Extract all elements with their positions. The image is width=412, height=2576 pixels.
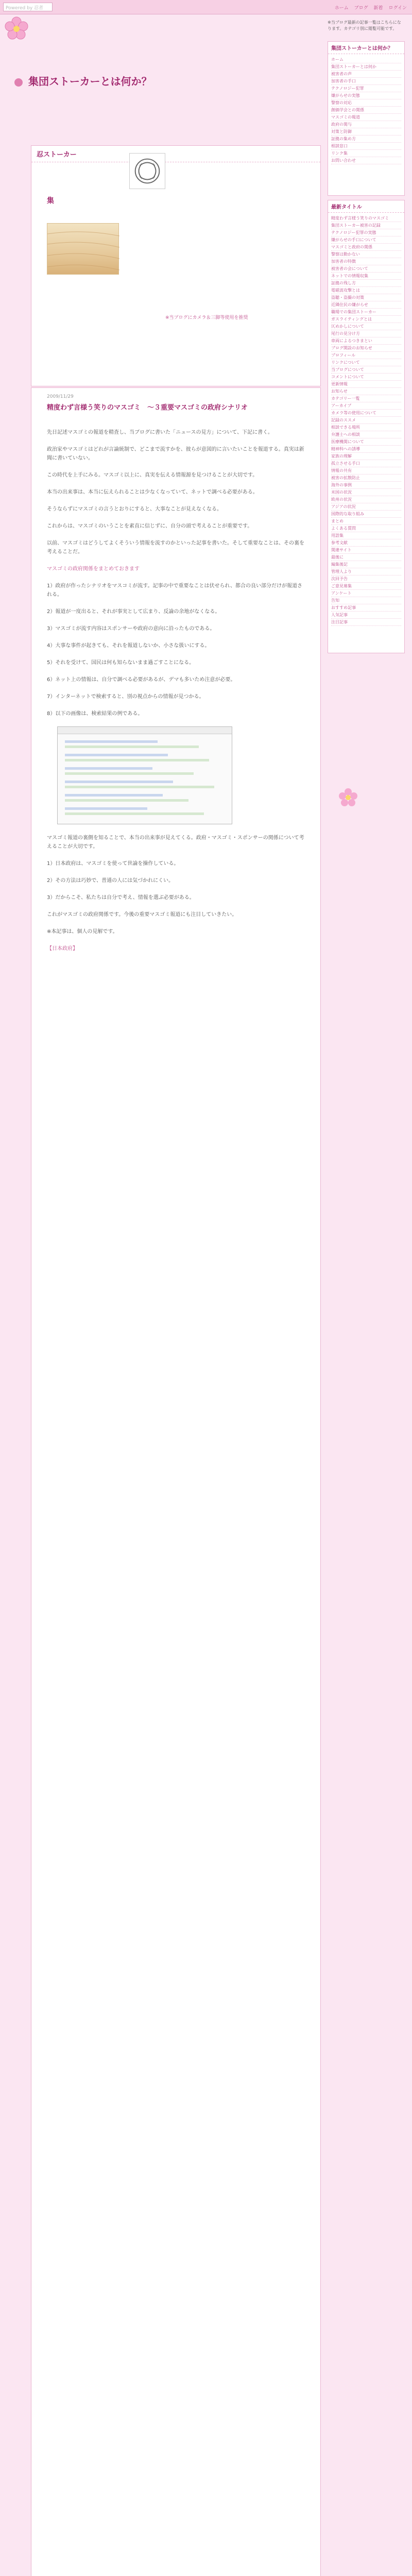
sidebar-recent-item[interactable]: 相談できる場所 <box>331 424 401 431</box>
article-body <box>47 428 304 961</box>
screenshot-line <box>65 740 158 743</box>
sidebar-recent-item[interactable]: 弁護士への相談 <box>331 431 401 438</box>
article-title[interactable]: 精度わず言様う笑りのマスゴミ ～３重要マスゴミの政府シナリオ <box>47 404 248 412</box>
article-paragraph: 3）だからこそ、私たちは自分で考え、情報を選ぶ必要がある。 <box>47 895 195 901</box>
main-column <box>31 101 321 2576</box>
article-paragraph: 2）その方法は巧妙で、普通の人には気づかれにくい。 <box>47 878 174 884</box>
article-paragraph: 3）マスゴミが流す内容はスポンサーや政府の意向に沿ったものである。 <box>47 626 215 632</box>
article-paragraph: 2）報道が一度出ると、それが事実として広まり、反論の余地がなくなる。 <box>47 609 220 615</box>
sidebar-recent-item[interactable]: 記録のススメ <box>331 417 401 424</box>
sidebar-recent-item[interactable]: 情報の共有 <box>331 467 401 474</box>
profile-heading: 忍ストーカー <box>31 146 320 162</box>
sidebar-recent <box>328 200 405 653</box>
site-title[interactable] <box>14 73 152 88</box>
top-link-home[interactable]: ホーム <box>334 6 349 11</box>
sidebar-recent-item[interactable]: 精神科への誘導 <box>331 446 401 453</box>
sidebar-recent-item[interactable]: 加害者の特徴 <box>331 258 401 265</box>
profile-photo <box>47 223 119 275</box>
sidebar-recent-item[interactable]: 海外の事例 <box>331 482 401 489</box>
screenshot-line <box>65 812 204 815</box>
article-paragraph: これがマスゴミの政府関係です。今後の重要マスゴミ報道にも注目していきたい。 <box>47 912 237 918</box>
sidebar-recent-item[interactable]: カテゴリー一覧 <box>331 395 401 402</box>
article-paragraph: 以前、マスゴミはどうしてよくそういう情報を流すのかといった記事を書いた。そして重要なことは、その裏を考えることだ。 <box>47 540 304 555</box>
article-paragraph: 8）以下の画像は、検索結果の例である。 <box>47 711 143 717</box>
sidebar-recent-item[interactable]: 集団ストーカー被害の記録 <box>331 222 401 229</box>
site-title-text: 集団ストーカーとは何か？ <box>28 75 152 88</box>
sidebar-recent-item[interactable]: アジアの状況 <box>331 503 401 511</box>
sidebar-recent-item[interactable]: 盗聴・盗撮の対策 <box>331 294 401 301</box>
sidebar-recent-item[interactable]: 当ブログについて <box>331 366 401 374</box>
sidebar-category-item[interactable]: 嫌がらせの実態 <box>331 92 401 99</box>
sidebar-recent-item[interactable]: カメラ等の使用について <box>331 410 401 417</box>
sidebar-category-item[interactable]: 創価学会との関係 <box>331 107 401 114</box>
screenshot-line <box>65 781 173 783</box>
category-list <box>328 54 404 166</box>
sidebar-recent-item[interactable]: 車両によるつきまとい <box>331 337 401 345</box>
top-search-input[interactable]: Powered by 忍者 <box>3 3 53 11</box>
profile-caption[interactable]: ※当ブログにカメラ＆三脚等使用を推奨 <box>165 315 248 320</box>
sidebar-recent-item[interactable]: 管理人より <box>331 568 401 575</box>
site-title-icon <box>14 78 23 87</box>
sidebar-recent-item[interactable]: 欧州の状況 <box>331 496 401 503</box>
screenshot-line <box>65 767 152 770</box>
sidebar-recent-item[interactable]: 人気記事 <box>331 612 401 619</box>
top-bar <box>0 0 412 14</box>
sidebar-recent-item[interactable]: 尾行の見分け方 <box>331 330 401 337</box>
profile-box <box>31 145 321 386</box>
sidebar-recent-item[interactable]: 電磁波攻撃とは <box>331 287 401 294</box>
top-links <box>331 4 407 11</box>
sidebar-recent-item[interactable]: 用語集 <box>331 532 401 539</box>
screenshot-line <box>65 759 209 761</box>
sidebar-recent-item[interactable]: 家族の理解 <box>331 453 401 460</box>
screenshot-line <box>65 794 163 796</box>
recent-list <box>328 213 404 628</box>
sidebar-category-item[interactable]: 加害者の手口 <box>331 78 401 85</box>
article-paragraph: マスゴミ報道の裏側を知ることで、本当の出来事が見えてくる。政府・マスゴミ・スポンサーの関係について考えることが大切です。 <box>47 835 304 850</box>
sidebar-categories <box>328 41 405 196</box>
screenshot-line <box>65 754 168 756</box>
article-paragraph: 先日記述マスゴミの報道を精査し、当ブログに書いた「ニュースの見方」について、下記に書く。 <box>47 430 273 435</box>
sidebar-recent-item[interactable]: 嫌がらせの手口について <box>331 236 401 244</box>
avatar <box>129 153 165 189</box>
sidebar-recent-item[interactable]: 仄めかしについて <box>331 323 401 330</box>
article-paragraph: 1）政府が作ったシナリオをマスコミが流す。記事の中で重要なことは伏せられ、都合の良い部分だけが報道される。 <box>47 583 303 598</box>
sidebar-category-item[interactable]: 被害者の声 <box>331 71 401 78</box>
sidebar-recent-item[interactable]: お知らせ <box>331 388 401 395</box>
sidebar-recent-item[interactable]: 米国の状況 <box>331 489 401 496</box>
sidebar-category-item[interactable]: 対策と防御 <box>331 128 401 135</box>
screenshot-line <box>65 745 199 748</box>
article-date: 2009/11/29 <box>47 394 74 399</box>
article-paragraph: 6）ネット上の情報は、自分で調べる必要があるが、デマも多いため注意が必要。 <box>47 677 236 683</box>
article-paragraph: ※本記事は、個人の見解です。 <box>47 929 118 935</box>
sidebar-recent-item[interactable]: 参考文献 <box>331 539 401 547</box>
sidebar-category-item[interactable]: 警察の対応 <box>331 99 401 107</box>
article-subheading: マスゴミの政府関係をまとめておきます <box>47 566 140 572</box>
sidebar-recent-item[interactable]: ネットでの情報収集 <box>331 273 401 280</box>
top-link-blog[interactable]: ブログ <box>354 6 368 11</box>
sidebar-recent-item[interactable]: テクノロジー犯罪の実態 <box>331 229 401 236</box>
sidebar-recent-item[interactable]: アンケート <box>331 590 401 597</box>
screenshot-toolbar <box>58 727 232 734</box>
article-paragraph: これからは、マスゴミのいうことを素直に信じずに、自分の頭で考えることが重要です。 <box>47 523 253 529</box>
screenshot-line <box>65 786 214 788</box>
sidebar-category-item[interactable]: マスゴミの報道 <box>331 114 401 121</box>
sidebar <box>328 14 405 2576</box>
sidebar-recent-item[interactable]: 最後に <box>331 554 401 561</box>
sidebar-category-item[interactable]: お問い合わせ <box>331 157 401 164</box>
screenshot-line <box>65 799 188 802</box>
sidebar-recent-item[interactable]: マスゴミと政府の関係 <box>331 244 401 251</box>
sidebar-category-item[interactable]: 集団ストーカーとは何か <box>331 63 401 71</box>
article-paragraph: 本当の出来事は、本当に伝えられることは少なくなっていて、ネットで調べる必要がある。 <box>47 489 258 495</box>
sidebar-category-item[interactable]: 政府の関与 <box>331 121 401 128</box>
search-result-screenshot <box>57 726 232 824</box>
article-box <box>31 387 321 2576</box>
wood-texture-icon <box>47 224 119 275</box>
sidebar-recent-item[interactable]: 職場での集団ストーカー <box>331 309 401 316</box>
sidebar-recent-item[interactable]: 警察は動かない <box>331 251 401 258</box>
sidebar-recent-item[interactable]: 医療機関について <box>331 438 401 446</box>
sidebar-category-item[interactable]: 証拠の集め方 <box>331 135 401 143</box>
sidebar-category-item[interactable]: ホーム <box>331 56 401 63</box>
article-paragraph: 政治家やマスゴミはどれが言論統制で、どこまで流すかを、彼らが意図的に言いたいことを報道する。真実は新聞に書いていない。 <box>47 447 304 461</box>
sidebar-recent-item[interactable]: 近隣住民の嫌がらせ <box>331 301 401 309</box>
sidebar-recent-item[interactable]: 被害の拡散防止 <box>331 474 401 482</box>
sidebar-recent-item[interactable]: アーカイブ <box>331 402 401 410</box>
sidebar-recent-item[interactable]: ブログ開設のお知らせ <box>331 345 401 352</box>
screenshot-line <box>65 807 147 810</box>
article-paragraph: そうならずにマスゴミの言うとおりにすると、大事なことが見えなくなる。 <box>47 506 222 512</box>
sidebar-recent-item[interactable]: よくある質問 <box>331 525 401 532</box>
profile-label: 集 <box>47 197 54 205</box>
sidebar-recent-item[interactable]: 孤立させる手口 <box>331 460 401 467</box>
sidebar-recent-item[interactable]: 証拠の残し方 <box>331 280 401 287</box>
sidebar-recent-item[interactable]: リンクについて <box>331 359 401 366</box>
sidebar-recent-item[interactable]: ガスライティングとは <box>331 316 401 323</box>
sidebar-recent-item[interactable]: 精度わず言様う笑りのマスゴミ <box>331 215 401 222</box>
sidebar-recent-item[interactable]: 編集後記 <box>331 561 401 568</box>
sidebar-recent-item[interactable]: 関連サイト <box>331 547 401 554</box>
sidebar-recent-item[interactable]: コメントについて <box>331 374 401 381</box>
sidebar-categories-heading: 集団ストーカーとは何か？ <box>328 42 404 54</box>
article-paragraph: 5）それを受けて、国民は何も知らないまま過ごすことになる。 <box>47 660 195 666</box>
sidebar-category-item[interactable]: 相談窓口 <box>331 143 401 150</box>
article-paragraph: 4）大事な事件が起きても、それを報道しないか、小さな扱いにする。 <box>47 643 210 649</box>
sidebar-category-item[interactable]: テクノロジー犯罪 <box>331 85 401 92</box>
decorative-flower-icon <box>338 787 358 808</box>
sidebar-recent-item[interactable]: 次回予告 <box>331 575 401 583</box>
sidebar-recent-item[interactable]: プロフィール <box>331 352 401 359</box>
sidebar-recent-item[interactable]: 被害者の会について <box>331 265 401 273</box>
sidebar-recent-item[interactable]: 告知 <box>331 597 401 604</box>
sidebar-recent-item[interactable]: まとめ <box>331 518 401 525</box>
article-paragraph: この時代を上手にみる。マスゴミ以上に、真実を伝える情報源を見つけることが大切です。 <box>47 472 258 478</box>
sidebar-recent-item[interactable]: 国際的な取り組み <box>331 511 401 518</box>
sidebar-category-item[interactable]: リンク集 <box>331 150 401 157</box>
sidebar-recent-item[interactable]: 更新情報 <box>331 381 401 388</box>
top-link-new[interactable]: 新着 <box>373 6 383 11</box>
sidebar-recent-item[interactable]: ご意見募集 <box>331 583 401 590</box>
sidebar-recent-heading: 最新タイトル <box>328 200 404 213</box>
sidebar-intro: ※当ブログ最新の記事一覧はこちらになります。カテゴリ別に閲覧可能です。 <box>328 20 401 31</box>
flower-icon <box>3 15 30 42</box>
article-paragraph: 1）日本政府は、マスゴミを使って世論を操作している。 <box>47 861 179 867</box>
screenshot-line <box>65 772 194 775</box>
sidebar-recent-item[interactable]: おすすめ記事 <box>331 604 401 612</box>
sidebar-recent-item[interactable]: 注目記事 <box>331 619 401 626</box>
top-link-login[interactable]: ログイン <box>388 6 407 11</box>
article-tag[interactable]: 【日本政府】 <box>47 946 78 952</box>
article-paragraph: 7）インターネットで検索すると、別の視点からの情報が見つかる。 <box>47 694 204 700</box>
